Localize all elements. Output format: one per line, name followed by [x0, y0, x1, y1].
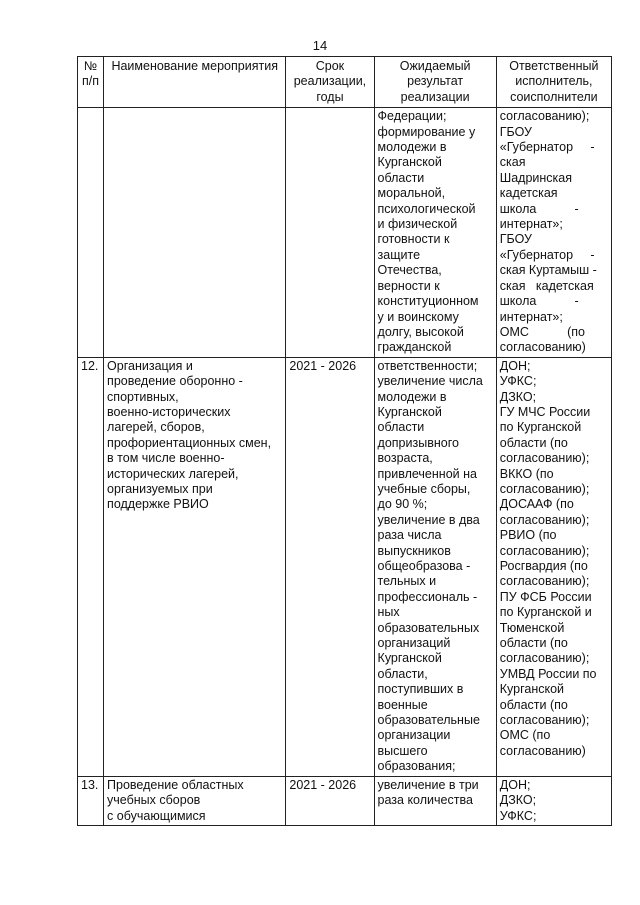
header-term — [286, 57, 374, 108]
cell-line: согласованию); — [499, 512, 590, 527]
cell-line: у и воинскому — [377, 309, 459, 324]
cell-line: ОМС (по — [499, 324, 585, 339]
cell-line: до 90 %; — [377, 497, 428, 512]
cell-line: военно-исторических — [107, 404, 231, 419]
cell-line: организаций — [377, 636, 451, 651]
cell-line: лагерей, сборов, — [107, 420, 205, 435]
cell-line: ДОН; — [499, 358, 531, 373]
cell-line: УМВД России по — [499, 666, 597, 681]
cell-line: организуемых при — [107, 481, 213, 496]
cell-line: интернат»; — [499, 309, 563, 324]
row-name-cell — [104, 357, 286, 776]
cell-line: ПУ ФСБ России — [499, 589, 592, 604]
cell-line: увеличение в два — [377, 512, 480, 527]
cell-line: ных — [377, 605, 400, 620]
cell-line: образовательные — [377, 713, 480, 728]
cell-line: соисполнители — [510, 89, 598, 104]
cell-line: интернат»; — [499, 217, 563, 232]
cell-line: области, — [377, 666, 428, 681]
cell-line: профориентационных смен, — [107, 435, 272, 450]
cell-line: ДОН; — [499, 777, 531, 792]
cell-line: Федерации; — [377, 109, 447, 124]
cell-line: «Губернатор - — [499, 140, 595, 155]
row-term-cell — [286, 108, 374, 358]
cell-line: в том числе военно- — [107, 451, 225, 466]
cell-line: согласованию); — [499, 651, 590, 666]
header-name — [104, 57, 286, 108]
cell-line: ская Куртамыш - — [499, 263, 597, 278]
cell-line: Шадринская — [499, 170, 573, 185]
cell-line: молодежи в — [377, 140, 447, 155]
row-number: 13. — [81, 777, 99, 792]
cell-line: поддержке РВИО — [107, 497, 209, 512]
row-term: 2021 - 2026 — [289, 358, 357, 373]
cell-line: профессиональ - — [377, 589, 478, 604]
cell-line: поступивших в — [377, 682, 464, 697]
cell-line: области (по — [499, 435, 568, 450]
cell-line: психологической — [377, 201, 476, 216]
cell-line: формирование у — [377, 124, 476, 139]
cell-line: образования; — [377, 759, 456, 774]
cell-line: исторических лагерей, — [107, 466, 239, 481]
cell-line: учебные сборы, — [377, 481, 471, 496]
cell-line: ГУ МЧС России — [499, 404, 591, 419]
cell-line: области — [377, 170, 425, 185]
cell-line: молодежи в — [377, 389, 447, 404]
cell-line: конституционном — [377, 294, 479, 309]
cell-line: согласованию); — [499, 543, 590, 558]
cell-line: раза количества — [377, 793, 473, 808]
cell-line: увеличение числа — [377, 374, 483, 389]
cell-line: ВККО (по — [499, 466, 554, 481]
cell-line: защите — [377, 247, 421, 262]
cell-line: Организация и — [107, 358, 193, 373]
table-row — [78, 776, 612, 825]
cell-line: спортивных, — [107, 389, 179, 404]
row-name-cell — [104, 776, 286, 825]
cell-line: согласованию) — [499, 743, 586, 758]
row-num-cell — [78, 776, 104, 825]
events-table — [77, 56, 612, 826]
cell-line: верности к — [377, 278, 440, 293]
cell-line: ответственности; — [377, 358, 478, 373]
row-name-cell — [104, 108, 286, 358]
cell-line: реализации — [400, 89, 470, 104]
cell-line: раза числа — [377, 528, 442, 543]
cell-line: школа - — [499, 201, 579, 216]
cell-line: Проведение областных — [107, 777, 244, 792]
cell-line: согласованию) — [499, 340, 586, 355]
cell-line: Росгвардия (по — [499, 559, 588, 573]
header-result — [374, 57, 496, 108]
cell-line: Отечества, — [377, 263, 442, 278]
cell-line: Ожидаемый — [399, 59, 471, 73]
cell-line: ДЗКО; — [499, 793, 537, 808]
row-term: 2021 - 2026 — [289, 777, 357, 792]
cell-line: согласованию); — [499, 574, 590, 589]
cell-line: УФКС; — [499, 808, 537, 823]
row-number: 12. — [81, 358, 99, 373]
cell-line: № — [83, 59, 98, 73]
cell-line: проведение оборонно - — [107, 374, 243, 389]
cell-line: готовности к — [377, 232, 450, 247]
row-term-cell — [286, 357, 374, 776]
row-executor-cell — [496, 108, 611, 358]
cell-line: организации — [377, 728, 451, 743]
cell-line: и физической — [377, 217, 458, 232]
cell-line: моральной, — [377, 186, 446, 201]
table-row — [78, 357, 612, 776]
cell-line: гражданской — [377, 340, 452, 355]
cell-line: Ответственный — [509, 59, 599, 73]
cell-line: Курганской — [499, 682, 565, 697]
cell-line: с обучающимися — [107, 808, 206, 823]
row-num-cell — [78, 357, 104, 776]
cell-line: долгу, высокой — [377, 324, 464, 339]
cell-line: исполнитель, — [515, 74, 593, 89]
table-row — [78, 108, 612, 358]
cell-line: Срок — [315, 59, 345, 73]
row-executor-cell — [496, 776, 611, 825]
cell-line: реализации, — [293, 74, 367, 89]
cell-line: высшего — [377, 743, 428, 758]
cell-line: годы — [316, 89, 344, 104]
cell-line: согласованию); — [499, 481, 590, 496]
cell-line: РВИО (по — [499, 528, 557, 543]
cell-line: Курганской — [377, 651, 442, 666]
cell-line: привлеченной на — [377, 466, 477, 481]
header-name-text: Наименование мероприятия — [111, 59, 278, 73]
row-term-cell — [286, 776, 374, 825]
cell-line: ская кадетская — [499, 278, 594, 293]
cell-line: возраста, — [377, 451, 433, 466]
cell-line: области (по — [499, 636, 568, 651]
cell-line: ДОСААФ (по — [499, 497, 574, 512]
header-executor — [496, 57, 611, 108]
row-executor-cell — [496, 357, 611, 776]
cell-line: п/п — [82, 74, 100, 89]
cell-line: ОМС (по — [499, 728, 551, 743]
cell-line: согласованию); — [499, 451, 590, 466]
row-result-cell — [374, 108, 496, 358]
cell-line: кадетская — [499, 186, 558, 201]
cell-line: увеличение в три — [377, 777, 479, 792]
header-num — [78, 57, 104, 108]
row-num-cell — [78, 108, 104, 358]
cell-line: ГБОУ — [499, 232, 532, 247]
cell-line: Тюменской — [499, 620, 565, 635]
cell-line: военные — [377, 697, 428, 712]
page-number: 14 — [312, 38, 328, 53]
cell-line: допризывного — [377, 435, 459, 450]
cell-line: УФКС; — [499, 374, 537, 389]
cell-line: по Курганской и — [499, 605, 592, 620]
cell-line: учебных сборов — [107, 793, 201, 808]
cell-line: Курганской — [377, 404, 442, 419]
cell-line: Курганской — [377, 155, 442, 170]
cell-line: области (по — [499, 697, 568, 712]
row-result-cell — [374, 776, 496, 825]
cell-line: школа - — [499, 294, 579, 309]
row-result-cell — [374, 357, 496, 776]
cell-line: согласованию); — [499, 109, 590, 124]
cell-line: образовательных — [377, 620, 480, 635]
cell-line: результат — [407, 74, 464, 89]
cell-line: ДЗКО; — [499, 389, 537, 404]
cell-line: «Губернатор - — [499, 247, 595, 262]
table-header-row — [78, 57, 612, 108]
cell-line: ГБОУ — [499, 124, 532, 139]
cell-line: согласованию); — [499, 713, 590, 728]
cell-line: ская — [499, 155, 526, 170]
cell-line: тельных и — [377, 574, 437, 589]
cell-line: области — [377, 420, 425, 435]
cell-line: выпускников — [377, 543, 451, 558]
cell-line: общеобразова - — [377, 559, 471, 573]
cell-line: по Курганской — [499, 420, 582, 435]
